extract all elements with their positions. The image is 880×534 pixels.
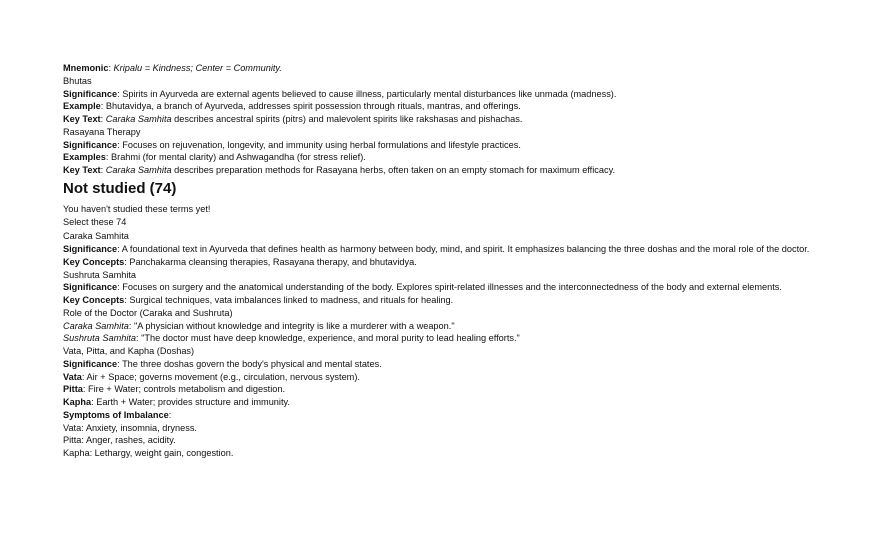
role-quote-caraka [63,320,823,333]
dosha-kapha [63,396,823,409]
vata-label: Vata [63,371,82,382]
key-concepts-label: Key Concepts [63,295,125,305]
mnemonic-line [63,62,823,75]
quote-text: : "The doctor must have deep knowledge, experience, and moral purity to lead healing efforts." [136,333,520,344]
term-title-caraka: Caraka Samhita [63,231,129,242]
role-quote-sushruta [63,332,823,345]
kapha-text: : Earth + Water; provides structure and immunity. [91,397,290,407]
significance-text: : Focuses on surgery and the anatomical understanding of the body. Explores spirit-related illnesses and the interconnectedness of the body and external elements. [117,282,782,293]
caraka-significance [63,243,823,256]
keytext-label: Key Text [63,165,101,175]
key-concepts-text: : Panchakarma cleansing therapies, Rasayana therapy, and bhutavidya. [124,256,417,267]
term-title-bhutas: Bhutas [63,75,92,86]
significance-text: : A foundational text in Ayurveda that defines health as harmony between body, mind, and spirit. It emphasizes balancing the three doshas and the moral role of the doctor. [117,244,810,254]
caraka-key-concepts [63,256,823,269]
significance-label: Significance [63,358,118,369]
key-concepts-text: : Surgical techniques, vata imbalances linked to madness, and rituals for healing. [124,295,454,305]
symptoms-separator: : [168,409,172,420]
sushruta-key-concepts [63,294,823,307]
rasayana-keytext [63,164,823,177]
rasayana-significance [63,139,823,152]
examples-text: : Brahmi (for mental clarity) and Ashwagandha (for stress relief). [105,152,366,163]
example-label: Example [63,101,101,112]
term-title-role: Role of the Doctor (Caraka and Sushruta) [63,307,233,318]
term-title-sushruta: Sushruta Samhita [63,269,137,280]
vata-text: : Air + Space; governs movement (e.g., circulation, nervous system). [81,371,360,382]
significance-label: Significance [63,139,118,150]
kapha-label: Kapha [63,397,92,407]
dosha-vata [63,371,823,384]
significance-text: : Focuses on rejuvenation, longevity, and immunity using herbal formulations and lifestyle practices. [117,139,521,150]
symptom-item: Kapha: Lethargy, weight gain, congestion. [63,448,234,458]
section-heading-not-studied: Not studied (74) [63,179,177,197]
example-text: : Bhutavidya, a branch of Ayurveda, addresses spirit possession through rituals, mantras, and offerings. [100,101,521,112]
significance-text: : The three doshas govern the body's physical and mental states. [117,358,382,369]
quote-text: : "A physician without knowledge and integrity is like a murderer with a weapon." [128,320,455,331]
mnemonic-separator: : [108,63,114,73]
symptom-item: Vata: Anxiety, insomnia, dryness. [63,422,197,433]
keytext-label: Key Text [63,114,101,124]
keytext-source: Caraka Samhita [105,165,172,175]
keytext-source: Caraka Samhita [105,114,172,124]
document-page [63,62,823,460]
term-title-doshas: Vata, Pitta, and Kapha (Doshas) [63,346,195,356]
doshas-significance [63,358,823,371]
significance-label: Significance [63,244,118,254]
symptoms-label: Symptoms of Imbalance [63,409,169,420]
not-studied-message: You haven't studied these terms yet! [63,203,211,214]
pitta-text: : Fire + Water; controls metabolism and digestion. [82,384,286,395]
dosha-pitta [63,383,823,396]
bhutas-keytext [63,113,823,126]
bhutas-significance [63,88,823,101]
mnemonic-label: Mnemonic [63,63,109,73]
rasayana-examples [63,151,823,164]
term-title-rasayana: Rasayana Therapy [63,126,141,137]
symptoms-heading [63,409,823,422]
symptom-item: Pitta: Anger, rashes, acidity. [63,435,176,446]
select-terms-link[interactable]: Select these 74 [63,216,127,227]
key-concepts-label: Key Concepts [63,256,125,267]
pitta-label: Pitta [63,384,83,395]
keytext-separator: : [100,165,106,175]
quote-source: Sushruta Samhita [63,333,137,344]
sushruta-significance [63,281,823,294]
keytext-text: describes ancestral spirits (pitrs) and malevolent spirits like rakshasas and pishachas. [171,114,523,124]
quote-source: Caraka Samhita [63,320,129,331]
significance-text: : Spirits in Ayurveda are external agents believed to cause illness, particularly mental disturbances like unmada (madness). [117,88,617,99]
examples-label: Examples [63,152,106,163]
keytext-separator: : [100,114,106,124]
significance-label: Significance [63,88,118,99]
significance-label: Significance [63,282,118,293]
keytext-text: describes preparation methods for Rasayana herbs, often taken on an empty stomach for maximum efficacy. [171,165,616,175]
bhutas-example [63,100,823,113]
mnemonic-text: Kripalu = Kindness; Center = Community. [113,63,282,73]
